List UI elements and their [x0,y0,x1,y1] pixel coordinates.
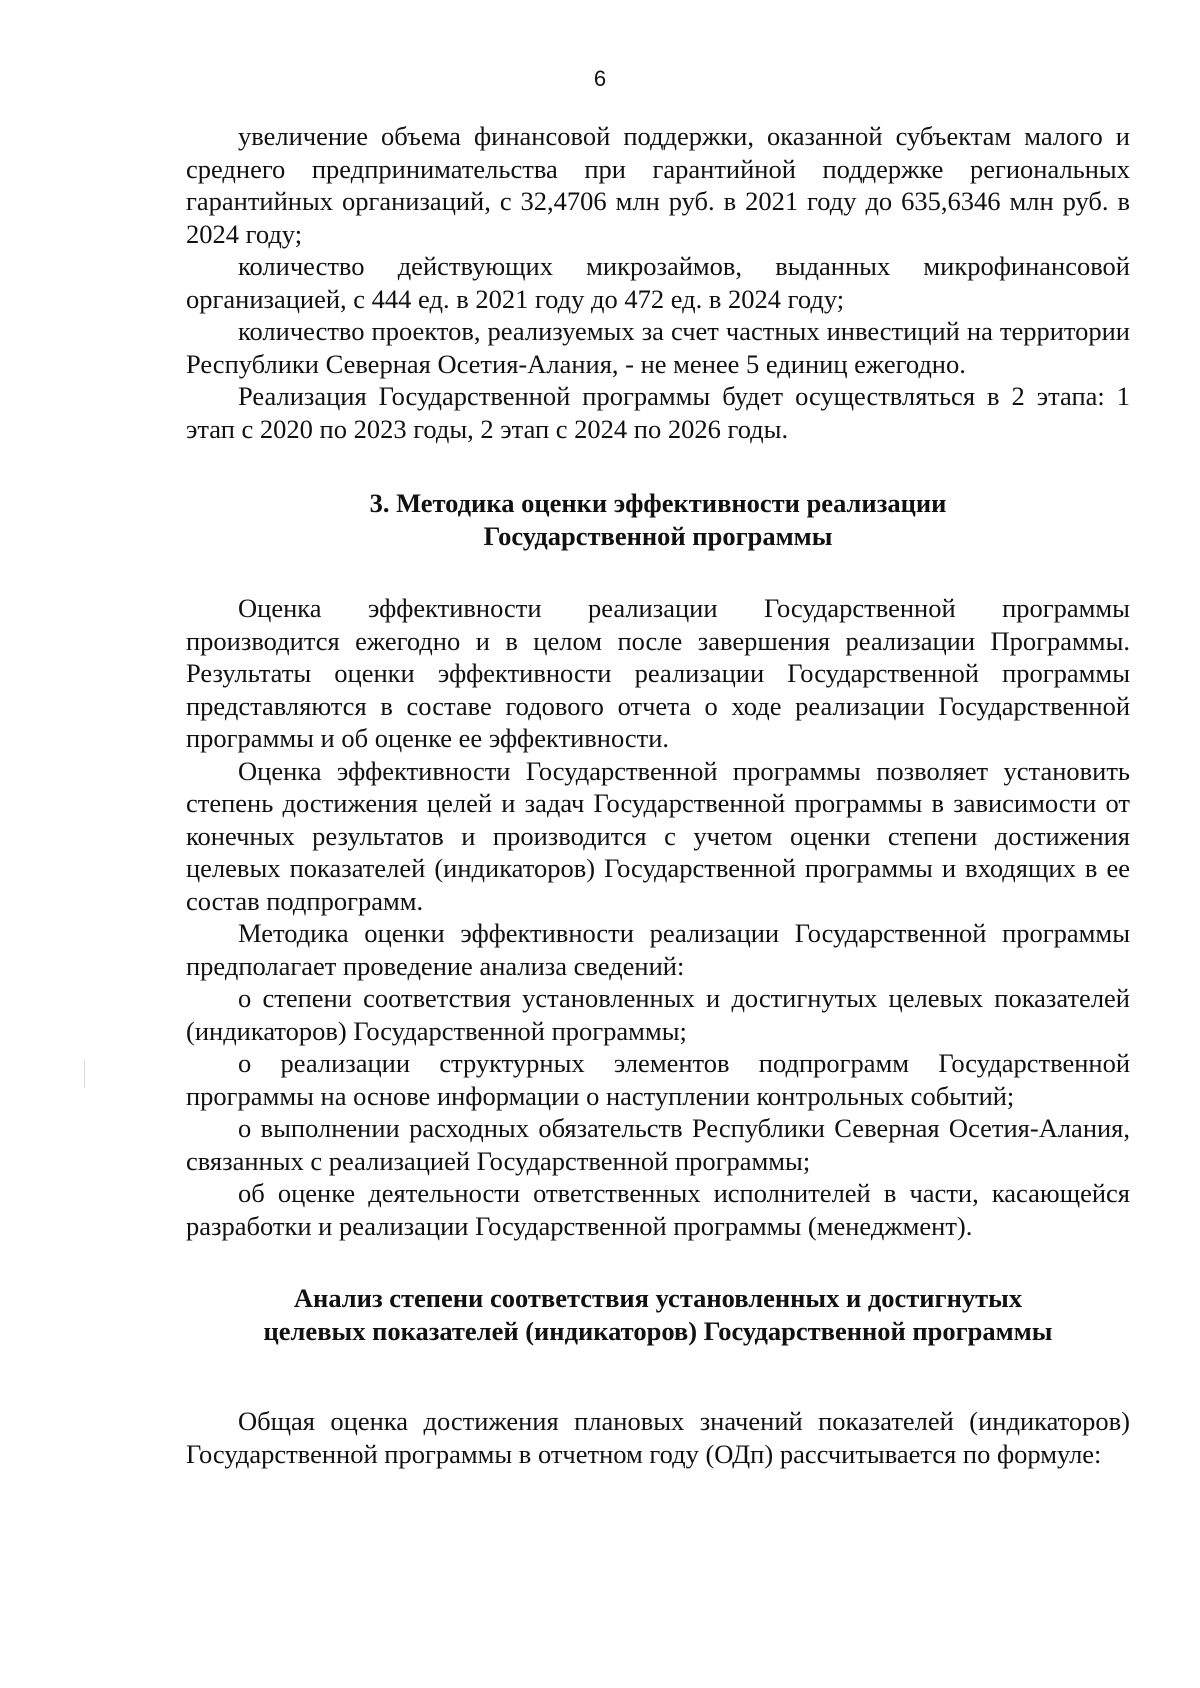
scan-margin-mark [84,1060,85,1088]
page-number: 6 [593,66,607,91]
subsection-heading-line-2: целевых показателей (индикаторов) Государственной программы [263,1315,1053,1346]
paragraph-formula-intro: Общая оценка достижения плановых значений показателей (индикаторов) Государственной программы в отчетном году (ОДп) рассчитывается по формуле: [186,1406,1130,1469]
paragraph-methodology-analysis: Методика оценки эффективности реализации Государственной программы предполагает проведение анализа сведений: [186,918,1130,981]
paragraph-financial-support: увеличение объема финансовой поддержки, оказанной субъектам малого и среднего предпринимательства при гарантийной поддержке региональных гарантийных организаций, с 32,4706 млн руб. в 2021 году до 635,6346 млн руб. в 2024 году; [186,121,1130,249]
paragraph-evaluation-frequency: Оценка эффективности реализации Государственной программы производится ежегодно и в целом после завершения реализации Программы. Результаты оценки эффективности реализации Государственной программы представляются в составе годового отчета о ходе реализации Государственной программы и об оценке ее эффективности. [186,593,1130,753]
section-heading-line-1: 3. Методика оценки эффективности реализации [369,488,947,518]
subsection-heading-indicators-analysis [186,1282,1130,1347]
section-heading-line-2: Государственной программы [483,520,833,551]
list-item-structural-elements: о реализации структурных элементов подпрограмм Государственной программы на основе информации о наступлении контрольных событий; [186,1048,1130,1111]
section-heading-methodology [186,487,1130,552]
list-item-management-assessment: об оценке деятельности ответственных исполнителей в части, касающейся разработки и реализации Государственной программы (менеджмент). [186,1178,1130,1241]
paragraph-investment-projects: количество проектов, реализуемых за счет частных инвестиций на территории Республики Северная Осетия-Алания, - не менее 5 единиц ежегодно. [186,316,1130,379]
list-item-indicators: о степени соответствия установленных и достигнутых целевых показателей (индикаторов) Государственной программы; [186,983,1130,1046]
paragraph-implementation-stages: Реализация Государственной программы будет осуществляться в 2 этапа: 1 этап с 2020 по 2023 годы, 2 этап с 2024 по 2026 годы. [186,381,1130,444]
list-item-expenditure-obligations: о выполнении расходных обязательств Республики Северная Осетия-Алания, связанных с реализацией Государственной программы; [186,1113,1130,1176]
paragraph-microloans: количество действующих микрозаймов, выданных микрофинансовой организацией, с 444 ед. в 2021 году до 472 ед. в 2024 году; [186,251,1130,314]
subsection-heading-line-1: Анализ степени соответствия установленных и достигнутых [293,1283,1023,1313]
paragraph-evaluation-purpose: Оценка эффективности Государственной программы позволяет установить степень достижения целей и задач Государственной программы в зависимости от конечных результатов и производится с учетом оценки степени достижения целевых показателей (индикаторов) Государственной программы и входящих в ее состав подпрограмм. [186,755,1130,916]
document-body [186,120,1130,1470]
